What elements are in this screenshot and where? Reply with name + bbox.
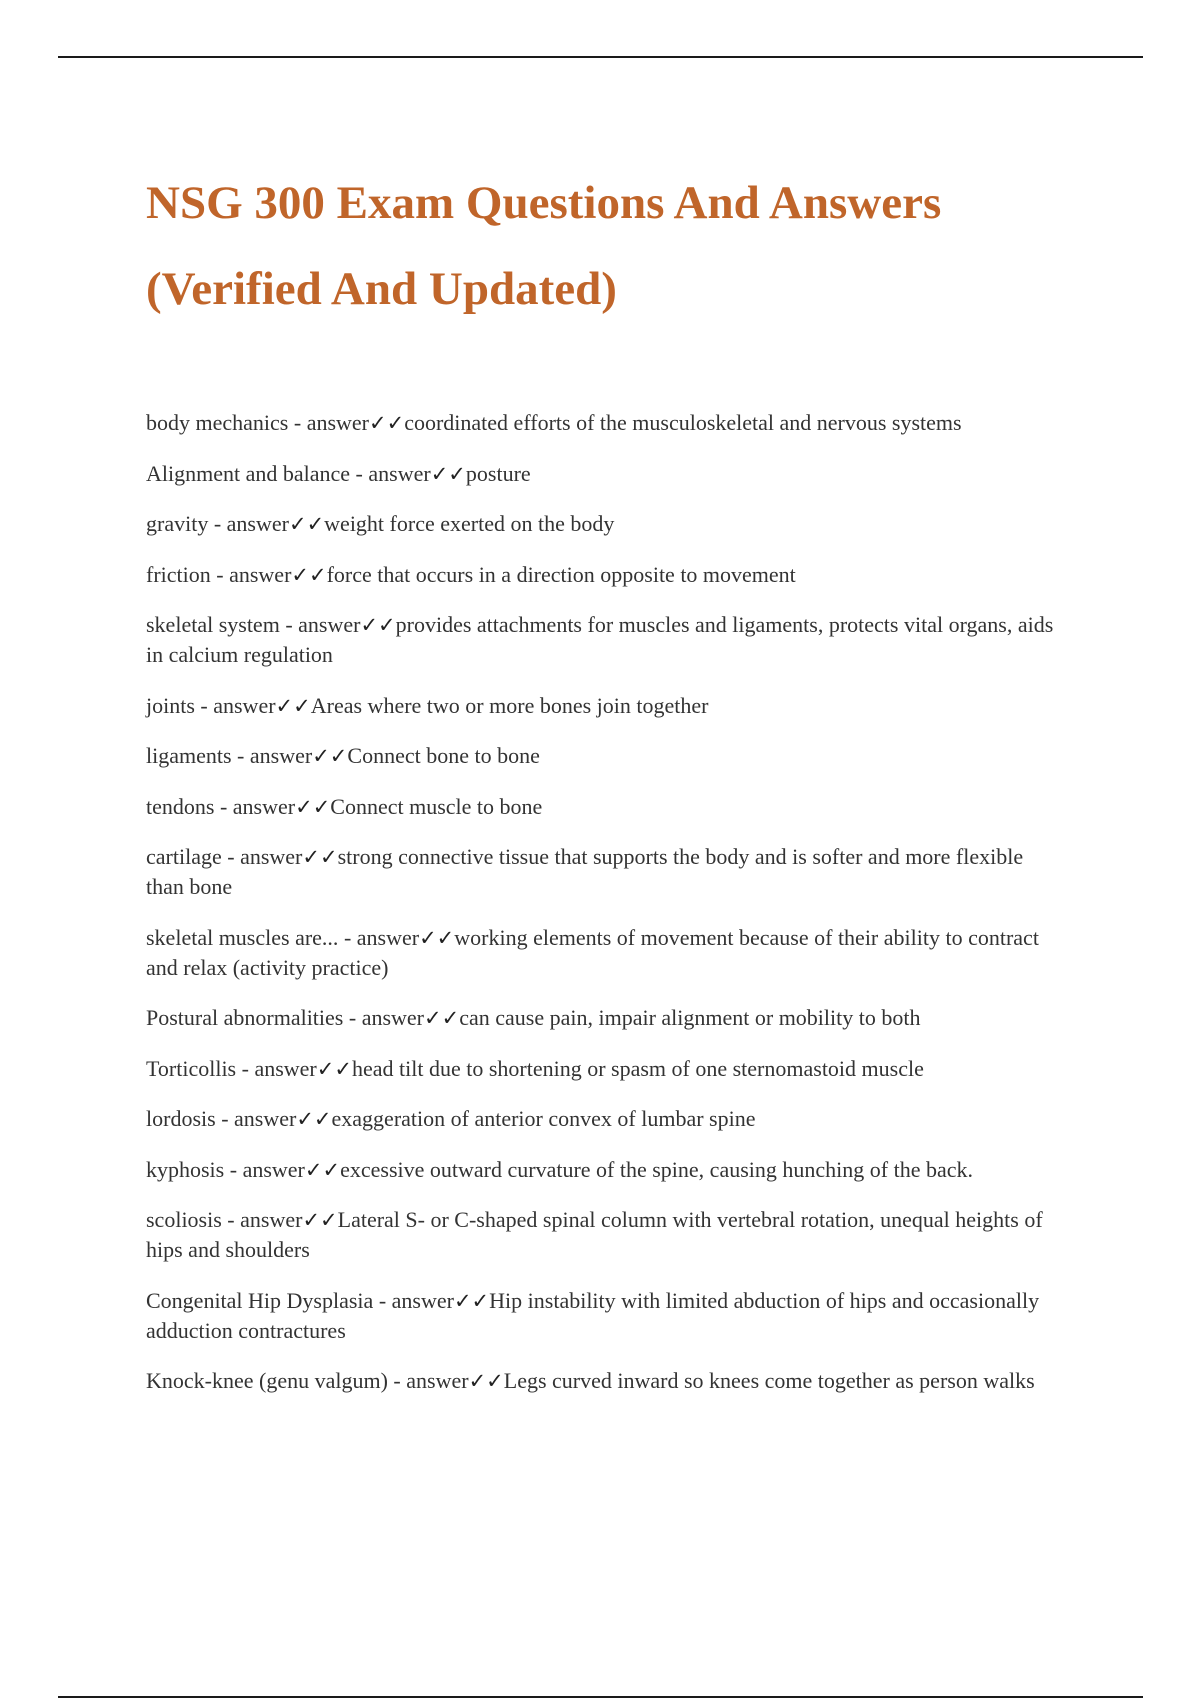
qa-item <box>146 792 1066 822</box>
qa-answer-marker: answer <box>254 1055 317 1081</box>
qa-answer-marker: answer <box>229 561 292 587</box>
qa-answer-marker: answer <box>406 1368 469 1393</box>
double-check-icon: ✓✓ <box>316 1056 352 1081</box>
qa-item <box>146 1286 1066 1346</box>
qa-answer-marker: answer <box>356 924 420 950</box>
qa-item <box>146 459 1066 489</box>
qa-term: skeletal muscles are... <box>146 924 339 950</box>
qa-answer-marker: answer <box>298 612 361 637</box>
qa-item <box>146 408 1066 438</box>
qa-item <box>146 1155 1066 1185</box>
qa-separator: - <box>221 1207 241 1232</box>
qa-separator: - <box>373 1287 392 1313</box>
qa-separator: - <box>194 692 214 718</box>
double-check-icon: ✓✓ <box>302 1208 338 1232</box>
qa-definition: posture <box>465 460 531 486</box>
double-check-icon: ✓✓ <box>291 562 327 587</box>
double-check-icon: ✓✓ <box>288 512 325 536</box>
qa-item <box>146 842 1066 902</box>
qa-item <box>146 560 1066 590</box>
qa-term: friction <box>146 561 211 587</box>
qa-answer-marker: answer <box>249 743 313 768</box>
double-check-icon: ✓✓ <box>430 461 466 486</box>
qa-term: joints <box>146 692 195 718</box>
qa-definition: Areas where two or more bones join together <box>310 692 709 718</box>
qa-answer-marker: answer <box>361 1005 424 1030</box>
qa-definition: Connect muscle to bone <box>330 793 543 819</box>
qa-item <box>146 1104 1066 1134</box>
qa-separator: - <box>350 460 369 486</box>
qa-separator: - <box>215 1106 235 1131</box>
qa-item <box>146 741 1066 771</box>
qa-separator: - <box>208 511 227 536</box>
qa-definition: coordinated efforts of the musculoskeletal and nervous systems <box>404 410 962 435</box>
double-check-icon: ✓✓ <box>360 613 396 637</box>
qa-definition: Legs curved inward so knees come together as person walks <box>503 1368 1035 1393</box>
qa-separator: - <box>210 561 230 587</box>
double-check-icon: ✓✓ <box>468 1369 504 1393</box>
qa-item <box>146 610 1066 670</box>
qa-separator: - <box>338 924 357 950</box>
double-check-icon: ✓✓ <box>419 925 455 950</box>
qa-definition: exaggeration of anterior convex of lumbar spine <box>331 1106 756 1131</box>
qa-definition: excessive outward curvature of the spine, causing hunching of the back. <box>340 1156 973 1182</box>
qa-term: Alignment and balance <box>146 460 351 486</box>
qa-separator: - <box>214 793 233 819</box>
qa-separator: - <box>387 1368 407 1393</box>
document-title: NSG 300 Exam Questions And Answers (Verified And Updated) <box>146 177 942 315</box>
double-check-icon: ✓✓ <box>302 845 338 869</box>
qa-answer-marker: answer <box>240 1207 303 1232</box>
qa-definition: weight force exerted on the body <box>324 511 615 536</box>
double-check-icon: ✓✓ <box>369 411 405 435</box>
qa-answer-marker: answer <box>391 1287 454 1313</box>
qa-item <box>146 691 1066 721</box>
bottom-rule <box>58 1696 1143 1698</box>
qa-term: scoliosis <box>146 1207 222 1232</box>
qa-list <box>146 408 1066 1417</box>
qa-term: cartilage <box>146 844 222 869</box>
qa-definition: working elements of movement because of their ability to contract and relax (activity practice) <box>146 924 1039 980</box>
qa-separator: - <box>221 844 241 869</box>
qa-item <box>146 923 1066 983</box>
qa-separator: - <box>236 1055 255 1081</box>
qa-answer-marker: answer <box>213 692 276 718</box>
qa-definition: Hip instability with limited abduction of hips and occasionally adduction contractures <box>146 1287 1040 1343</box>
qa-definition: Lateral S- or C-shaped spinal column with vertebral rotation, unequal heights of hips and shoulders <box>146 1207 1043 1262</box>
qa-item <box>146 1205 1066 1265</box>
qa-item <box>146 509 1066 539</box>
qa-term: skeletal system <box>146 612 280 637</box>
qa-answer-marker: answer <box>306 410 369 435</box>
qa-definition: provides attachments for muscles and ligaments, protects vital organs, aids in calcium regulation <box>146 612 1054 667</box>
qa-definition: Connect bone to bone <box>347 743 540 768</box>
double-check-icon: ✓✓ <box>312 744 348 768</box>
qa-definition: strong connective tissue that supports the body and is softer and more flexible than bone <box>146 844 1024 899</box>
double-check-icon: ✓✓ <box>424 1006 460 1030</box>
qa-separator: - <box>288 410 307 435</box>
qa-answer-marker: answer <box>240 844 303 869</box>
qa-item <box>146 1003 1066 1033</box>
double-check-icon: ✓✓ <box>304 1157 341 1182</box>
double-check-icon: ✓✓ <box>296 1107 332 1131</box>
qa-definition: head tilt due to shortening or spasm of one sternomastoid muscle <box>351 1055 924 1081</box>
double-check-icon: ✓✓ <box>453 1288 490 1313</box>
qa-separator: - <box>231 743 250 768</box>
qa-term: Congenital Hip Dysplasia <box>146 1287 374 1313</box>
qa-term: Postural abnormalities <box>146 1005 344 1030</box>
qa-answer-marker: answer <box>234 1106 297 1131</box>
qa-term: body mechanics <box>146 410 289 435</box>
qa-answer-marker: answer <box>368 460 431 486</box>
qa-answer-marker: answer <box>242 1156 305 1182</box>
qa-term: ligaments <box>146 743 232 768</box>
qa-term: Knock-knee (genu valgum) <box>146 1368 388 1393</box>
qa-separator: - <box>224 1156 243 1182</box>
qa-separator: - <box>279 612 299 637</box>
qa-term: Torticollis <box>146 1055 237 1081</box>
qa-item <box>146 1366 1066 1396</box>
qa-item <box>146 1054 1066 1084</box>
double-check-icon: ✓✓ <box>275 693 311 718</box>
top-rule <box>58 56 1143 58</box>
qa-answer-marker: answer <box>232 793 296 819</box>
qa-definition: can cause pain, impair alignment or mobility to both <box>459 1005 921 1030</box>
qa-answer-marker: answer <box>226 511 289 536</box>
qa-definition: force that occurs in a direction opposite to movement <box>326 561 796 587</box>
qa-term: tendons <box>146 793 215 819</box>
qa-term: gravity <box>146 511 209 536</box>
qa-term: lordosis <box>146 1106 216 1131</box>
double-check-icon: ✓✓ <box>295 794 331 819</box>
qa-term: kyphosis <box>146 1156 225 1182</box>
qa-separator: - <box>343 1005 362 1030</box>
